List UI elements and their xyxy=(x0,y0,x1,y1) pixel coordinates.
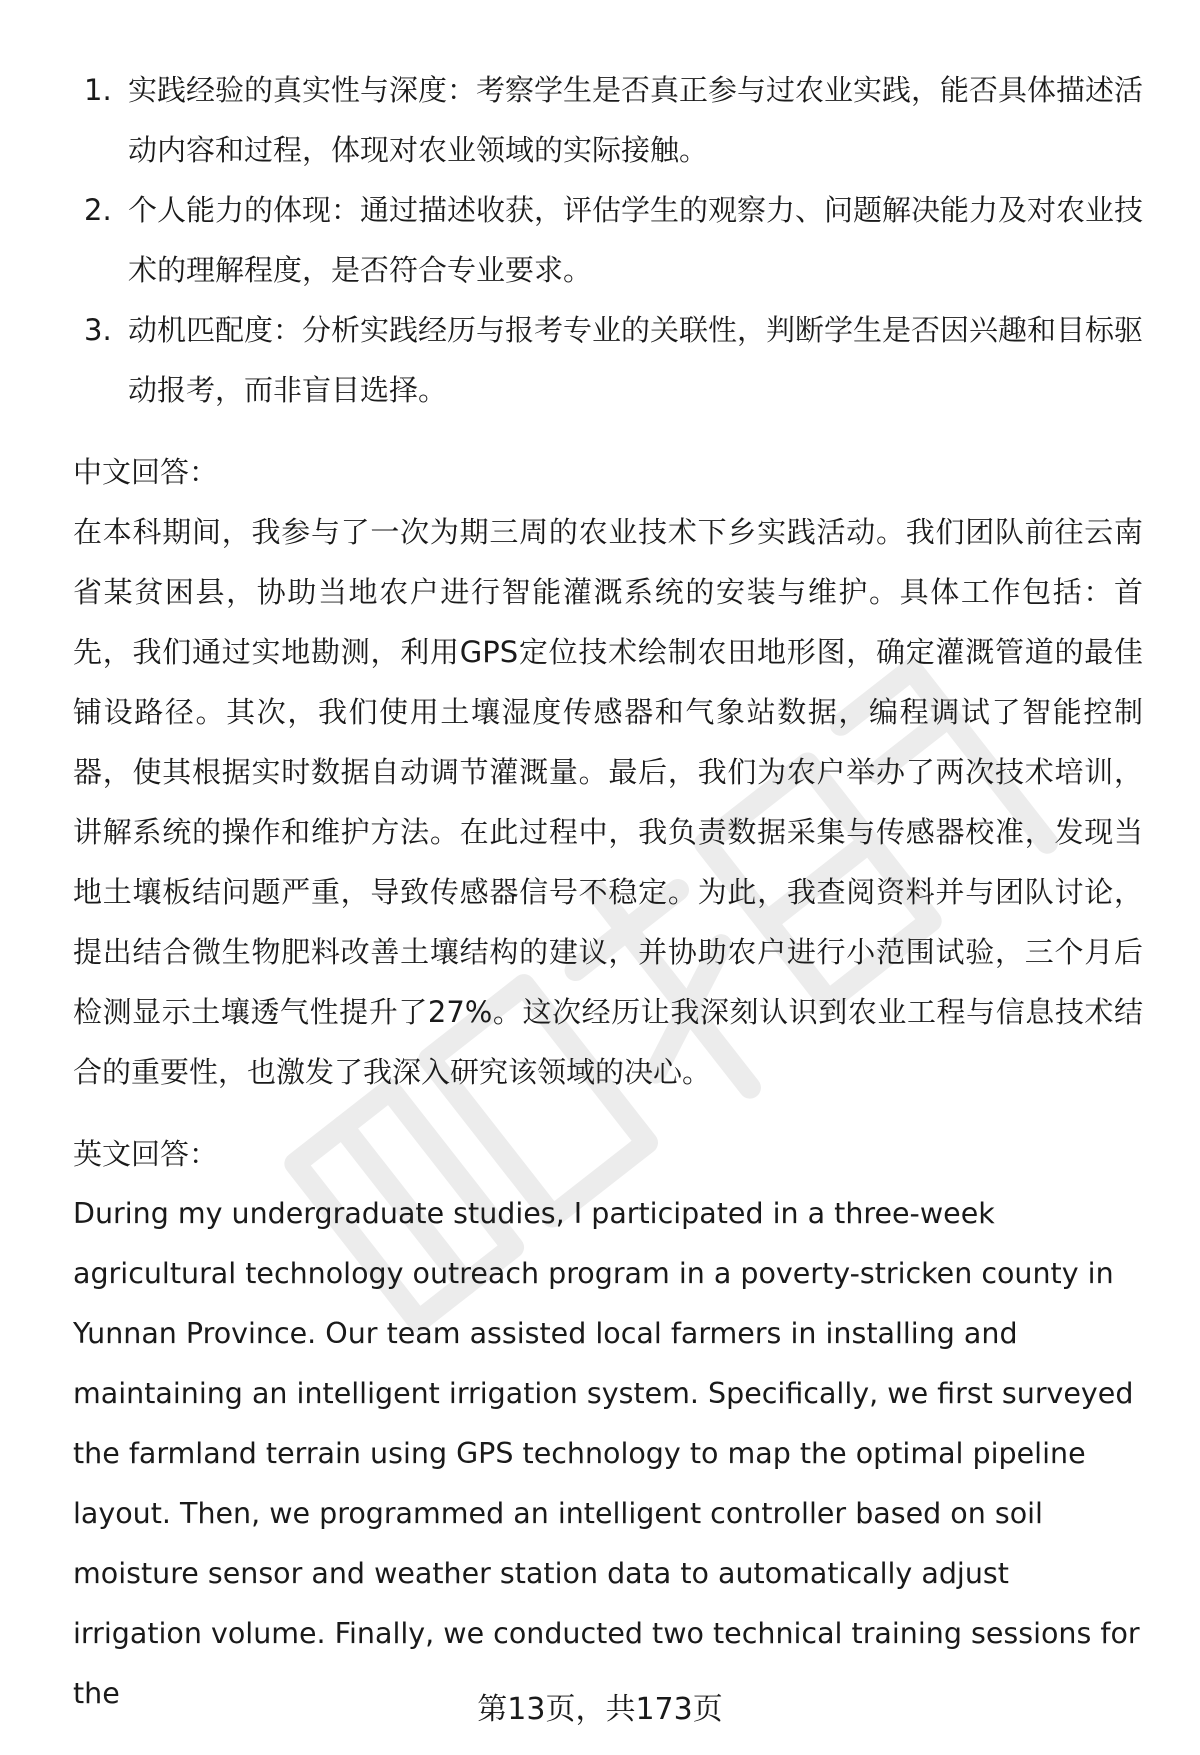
list-item xyxy=(73,60,1143,180)
list-item-number: 1. xyxy=(84,73,112,107)
page-number-footer: 第13页，共173页 xyxy=(477,1692,723,1727)
list-item-number: 2. xyxy=(84,193,112,227)
page-content xyxy=(73,60,1143,1724)
chinese-answer-text: 在本科期间，我参与了一次为期三周的农业技术下乡实践活动。我们团队前往云南省某贫困县，协助当地农户进行智能灌溉系统的安装与维护。具体工作包括：首先，我们通过实地勘测，利用GPS定位技术绘制农田地形图，确定灌溉管道的最佳铺设路径。其次，我们使用土壤湿度传感器和气象站数据，编程调试了智能控制器，使其根据实时数据自动调节灌溉量。最后，我们为农户举办了两次技术培训，讲解系统的操作和维护方法。在此过程中，我负责数据采集与传感器校准，发现当地土壤板结问题严重，导致传感器信号不稳定。为此，我查阅资料并与团队讨论，提出结合微生物肥料改善土壤结构的建议，并协助农户进行小范围试验，三个月后检测显示土壤透气性提升了27%。这次经历让我深刻认识到农业工程与信息技术结合的重要性，也激发了我深入研究该领域的决心。 xyxy=(73,515,1143,1089)
list-item-number: 3. xyxy=(84,313,112,347)
list-item-text: 动机匹配度：分析实践经历与报考专业的关联性，判断学生是否因兴趣和目标驱动报考，而非盲目选择。 xyxy=(128,313,1144,407)
chinese-answer-label: 中文回答： xyxy=(73,455,219,489)
list-item xyxy=(73,300,1143,420)
list-item-text: 实践经验的真实性与深度：考察学生是否真正参与过农业实践，能否具体描述活动内容和过程，体现对农业领域的实际接触。 xyxy=(128,73,1144,167)
evaluation-criteria-list xyxy=(73,60,1143,420)
list-item xyxy=(73,180,1143,300)
list-item-text: 个人能力的体现：通过描述收获，评估学生的观察力、问题解决能力及对农业技术的理解程度，是否符合专业要求。 xyxy=(128,193,1144,287)
english-answer-text: During my undergraduate studies, I participated in a three-week agricultural technology outreach program in a poverty-stricken county in Yunnan Province. Our team assisted local farmers in installing and maintaining an intelligent irrigation system. Specifically, we first surveyed the farmland terrain using GPS technology to map the optimal pipeline layout. Then, we programmed an intelligent controller based on soil moisture sensor and weather station data to automatically adjust irrigation volume. Finally, we conducted two technical training sessions for the xyxy=(73,1197,1140,1710)
english-answer-label: 英文回答： xyxy=(73,1137,219,1171)
